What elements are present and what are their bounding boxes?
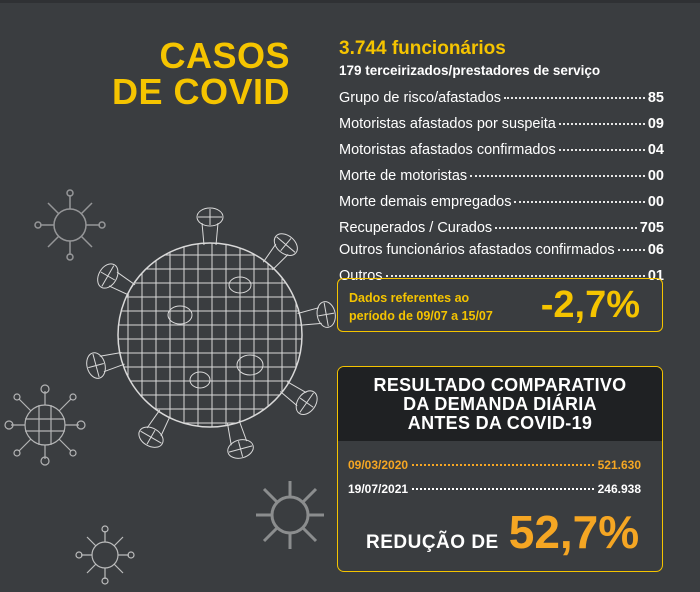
dot-leader	[559, 149, 645, 151]
dot-leader	[470, 175, 645, 177]
stat-value: 00	[647, 194, 664, 210]
virus-illustration-small-icon	[30, 185, 110, 265]
dot-leader	[386, 275, 645, 277]
employees-count: 3.744 funcionários	[339, 38, 506, 59]
stat-row	[339, 220, 664, 242]
stat-value: 04	[647, 142, 664, 158]
stat-value: 09	[647, 116, 664, 132]
reduction-value: 52,7%	[508, 506, 640, 558]
dot-leader	[412, 488, 594, 490]
period-percent: -2,7%	[540, 284, 640, 326]
comparison-value: 521.630	[597, 458, 641, 472]
stat-value: 06	[647, 242, 664, 258]
dot-leader	[618, 249, 645, 251]
stat-value: 85	[647, 90, 664, 106]
comparison-title-line-1: RESULTADO COMPARATIVO	[373, 375, 627, 395]
page-title	[100, 35, 290, 112]
virus-illustration-large-icon	[70, 195, 350, 475]
dot-leader	[559, 123, 645, 125]
stat-label: Outros	[339, 268, 383, 284]
title-line-1: CASOS	[159, 35, 290, 76]
stat-row	[339, 168, 664, 194]
stat-value: 01	[647, 268, 664, 284]
comparison-value: 246.938	[597, 482, 641, 496]
stat-row	[339, 242, 664, 268]
dot-leader	[495, 227, 637, 229]
reduction-label: REDUÇÃO DE	[366, 532, 499, 553]
top-divider	[0, 0, 700, 3]
stat-value: 00	[647, 168, 664, 184]
stat-label: Motoristas afastados por suspeita	[339, 116, 556, 132]
dot-leader	[514, 201, 644, 203]
comparison-title-line-3: ANTES DA COVID-19	[407, 413, 593, 433]
stat-label: Recuperados / Curados	[339, 220, 493, 236]
stat-row	[339, 142, 664, 168]
comparison-row-after	[348, 482, 641, 496]
stat-row	[339, 90, 664, 116]
stats-list	[339, 90, 664, 294]
stat-label: Grupo de risco/afastados	[339, 90, 502, 106]
comparison-row-before	[348, 458, 641, 472]
stat-label: Motoristas afastados confirmados	[339, 142, 556, 158]
stat-label: Morte de motoristas	[339, 168, 468, 184]
title-line-2: DE COVID	[111, 71, 290, 112]
stat-label: Morte demais empregados	[339, 194, 512, 210]
period-box	[337, 278, 663, 332]
stat-row	[339, 194, 664, 220]
stat-row	[339, 116, 664, 142]
comparison-date: 19/07/2021	[348, 482, 409, 496]
virus-illustration-bottom-left-icon	[75, 525, 135, 585]
comparison-title-line-2: DA DEMANDA DIÁRIA	[403, 394, 597, 414]
period-line-1: Dados referentes ao	[349, 291, 470, 305]
dot-leader	[504, 97, 645, 99]
stat-label: Outros funcionários afastados confirmados	[339, 242, 615, 258]
virus-illustration-left-icon	[0, 380, 90, 470]
period-line-2: período de 09/07 a 15/07	[349, 309, 493, 323]
comparison-box	[337, 366, 663, 572]
outsourced-count: 179 terceirizados/prestadores de serviço	[339, 63, 601, 78]
dot-leader	[412, 464, 594, 466]
comparison-title	[338, 367, 662, 441]
stat-value: 705	[639, 220, 664, 236]
virus-illustration-blurred-icon	[245, 470, 335, 560]
comparison-date: 09/03/2020	[348, 458, 409, 472]
reduction	[366, 505, 639, 559]
